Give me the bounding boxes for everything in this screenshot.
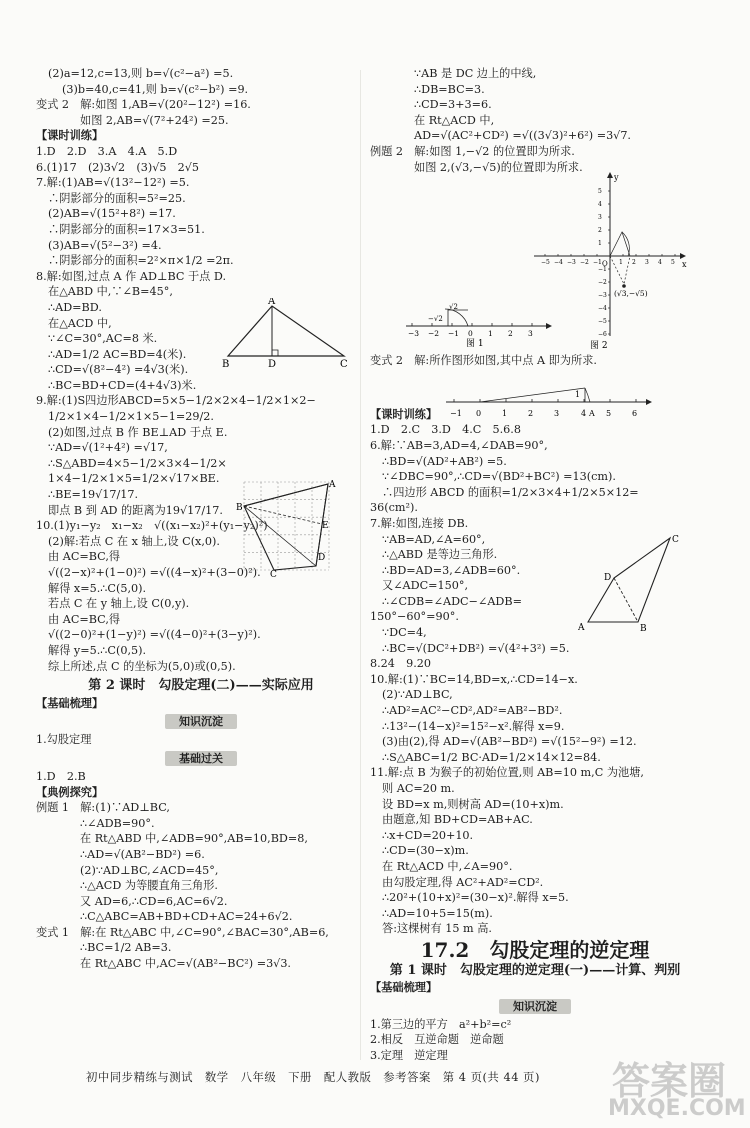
text-line: ∴AD=√(AB²−BD²) =6. — [80, 847, 205, 861]
text-line: 10.解:(1)∵BC=14,BD=x,∴CD=14−x. — [370, 672, 578, 686]
hypotenuse — [480, 388, 585, 402]
label-4: 4 — [581, 409, 587, 418]
diagonal-bd — [244, 506, 316, 566]
text-line: 若点 C 在 y 轴上,设 C(0,y). — [48, 597, 190, 611]
point-label: (√3,−√5) — [614, 289, 648, 298]
right-angle-mark — [272, 350, 278, 356]
text-line: (2)解:若点 C 在 x 轴上,设 C(x,0). — [48, 534, 220, 548]
text-line: (2)AB=√(15²+8²) =17. — [48, 207, 176, 221]
tick-label: 2 — [632, 259, 636, 266]
tick-label: 0 — [476, 409, 482, 418]
x-arrow — [680, 253, 686, 259]
text-line: 在△ACD 中, — [48, 316, 112, 330]
text-line: 1×4−1/2×1×5=1/2×√17×BE. — [48, 472, 220, 486]
text-line: ∵∠C=30°,AC=8 米. — [48, 332, 158, 346]
number-line-figure-3 — [442, 386, 654, 420]
text-line: ∴阴影部分的面积=5²=25. — [48, 191, 186, 205]
knowledge-badge: 知识沉淀 — [165, 714, 237, 729]
section-title: 17.2 勾股定理的逆定理 — [420, 937, 650, 962]
text-line: ∴S△ABC=1/2 BC·AD=1/2×14×12=84. — [382, 750, 601, 764]
section-tag: 【基础梳理】 — [370, 980, 438, 995]
text-line: 6.(1)17 (2)3√2 (3)√5 2√5 — [36, 160, 199, 174]
text-line: (2)∵AD⊥BC, — [382, 688, 453, 702]
arc — [585, 388, 590, 402]
tick-label: 1 — [598, 240, 602, 247]
label-c: C — [672, 535, 679, 545]
text-line: 变式 1 解:在 Rt△ABC 中,∠C=90°,∠BAC=30°,AB=6, — [36, 925, 329, 939]
text-line: ∴阴影部分的面积=17×3=51. — [48, 222, 205, 236]
text-line: ∵AD=√(1²+4²) =√17, — [48, 441, 168, 455]
text-line: ∴CD=√(8²−4²) =4√3(米). — [48, 363, 189, 377]
tick-label: −2 — [428, 329, 440, 338]
text-line: 6.解:∵AB=3,AD=4,∠DAB=90°, — [370, 438, 548, 452]
text-line: ∴AD=10+5=15(m). — [382, 906, 493, 920]
text-line: 11.解:点 B 为猴子的初始位置,则 AB=10 m,C 为池塘, — [370, 766, 644, 780]
text-line: 由 AC=BC,得 — [48, 550, 121, 564]
triangle-figure-8 — [222, 298, 352, 370]
text-line: 设 BD=x m,则树高 AD=(10+x)m. — [382, 797, 564, 811]
text-line: 10.(1)y₁−y₂ x₁−x₂ √((x₁−x₂)²+(y₁−y₂)²) — [36, 519, 268, 533]
figure-caption-2: 图 2 — [590, 341, 608, 350]
text-line: 1.第三边的平方 a²+b²=c² — [370, 1017, 512, 1031]
tick-label: −5 — [598, 318, 607, 325]
text-line: 3.定理 逆定理 — [370, 1048, 448, 1062]
tick-label: −5 — [541, 259, 550, 266]
text-line: 在 Rt△ACD 中,∠A=90°. — [382, 859, 513, 873]
tick-label: −3 — [567, 259, 576, 266]
text-line: (2)如图,过点 B 作 BE⊥AD 于点 E. — [48, 425, 228, 439]
label-a: A — [329, 480, 336, 490]
tick-label: −3 — [598, 292, 607, 299]
text-line: 又 AD=6,∴CD=6,AC=6√2. — [80, 894, 228, 908]
text-line: 由题意,知 BD+CD=AB+AC. — [382, 813, 533, 827]
text-line: ∵∠DBC=90°,∴CD=√(BD²+BC²) =13(cm). — [382, 470, 616, 484]
text-line: (2)a=12,c=13,则 b=√(c²−a²) =5. — [48, 67, 234, 80]
tick-label: 2 — [508, 329, 513, 338]
tick-label: 1 — [502, 409, 508, 418]
tick-group — [541, 188, 675, 338]
text-line: 又∠ADC=150°, — [382, 579, 469, 593]
text-line: 如图 2,AB=√(7²+24²) =25. — [80, 113, 229, 127]
text-line: ∵AB=AD,∠A=60°, — [382, 532, 486, 546]
text-line: ∴13²−(14−x)²=15²−x².解得 x=9. — [382, 719, 565, 733]
tick-label: −1 — [448, 329, 460, 338]
text-line: 2.相反 互逆命题 逆命题 — [370, 1033, 504, 1047]
tick-label: −3 — [408, 329, 420, 338]
text-line: 例题 2 解:如图 1,−√2 的位置即为所求. — [370, 144, 575, 158]
perpendicular-be — [244, 506, 322, 524]
tick-label: 6 — [632, 409, 638, 418]
text-line: 36(cm²). — [370, 501, 418, 515]
text-line: 在 Rt△ABC 中,AC=√(AB²−BC²) =3√3. — [80, 957, 291, 971]
text-line: 在△ABD 中,∵∠B=45°, — [48, 285, 173, 299]
triangle-abc — [228, 306, 344, 356]
text-line: ∵DC=4, — [382, 626, 427, 640]
text-line: 变式 2 解:所作图形如图,其中点 A 即为所求. — [370, 354, 597, 368]
construction-lines — [610, 232, 630, 256]
label-a: A — [578, 623, 585, 633]
text-line: (3)由(2),得 AD=√(AB²−BD²) =√(15²−9²) =12. — [382, 735, 637, 749]
label-e: E — [322, 521, 329, 531]
sqrt2-label: √2 — [449, 303, 458, 311]
label-a: A — [268, 298, 276, 307]
figure-caption-1: 图 1 — [466, 339, 484, 348]
text-line: 1.D 2.C 3.D 4.C 5.6.8 — [370, 423, 521, 437]
tick-label: 4 — [658, 259, 662, 266]
tick-label: −4 — [554, 259, 563, 266]
label-d: D — [604, 573, 612, 583]
tick-label: 3 — [598, 214, 602, 221]
text-line: √((2−x)²+(1−0)²) =√((4−x)²+(3−0)²). — [48, 566, 261, 579]
text-line: (3)AB=√(5²−3²) =4. — [48, 238, 162, 252]
knowledge-badge: 知识沉淀 — [499, 999, 571, 1014]
tick-label: 5 — [671, 259, 675, 266]
text-line: ∴CD=(30−x)m. — [382, 844, 469, 858]
text-line: 7.解:如图,连接 DB. — [370, 516, 469, 530]
tick-label: −1 — [450, 409, 462, 418]
text-line: 变式 2 解:如图 1,AB=√(20²−12²) =16. — [36, 98, 251, 112]
page-footer: 初中同步精练与测试 数学 八年级 下册 配人教版 参考答案 第 4 页(共 44 页) — [86, 1070, 540, 1084]
text-line: ∴∠ADB=90°. — [80, 816, 155, 830]
tick-group — [408, 323, 533, 338]
text-line: 综上所述,点 C 的坐标为(5,0)或(0,5). — [48, 659, 236, 673]
text-line: ∴20²+(10+x)²=(30−x)².解得 x=5. — [382, 891, 569, 905]
text-line: ∴AD=1/2 AC=BD=4(米). — [48, 347, 187, 361]
text-line: ∴四边形 ABCD 的面积=1/2×3×4+1/2×5×12= — [382, 485, 639, 499]
side-ba — [244, 484, 328, 506]
text-line: 则 AC=20 m. — [382, 782, 455, 795]
text-line: 在 Rt△ACD 中, — [414, 113, 495, 127]
point-marker — [622, 284, 626, 288]
text-line: 8.解:如图,过点 A 作 AD⊥BC 于点 D. — [36, 269, 227, 283]
text-line: 解得 x=5.∴C(5,0). — [48, 581, 147, 595]
text-line: ∴AD²=AC²−CD²,AD²=AB²−BD². — [382, 704, 563, 718]
text-line: ∴CD=3+3=6. — [414, 98, 492, 112]
section-tag: 【课时训练】 — [370, 406, 438, 421]
quadrilateral-abcd — [588, 538, 670, 622]
text-line: 由 AC=BC,得 — [48, 612, 121, 626]
text-line: ∴BE=19√17/17. — [48, 488, 139, 502]
tick-label: −1 — [598, 266, 607, 273]
neg-sqrt2-label: −√2 — [428, 315, 443, 323]
text-line: 1/2×1×4−1/2×1×5−1=29/2. — [48, 410, 214, 424]
coordinate-plane-figure-2 — [530, 172, 690, 350]
basics-badge: 基础过关 — [165, 751, 237, 766]
label-b: B — [222, 359, 230, 370]
text-line: √((2−0)²+(1−y)²) =√((4−0)²+(3−y)²). — [48, 628, 261, 642]
quadrilateral-abcd — [244, 484, 328, 570]
text-line: 1.D 2.B — [36, 769, 86, 783]
lesson-title: 第 1 课时 勾股定理的逆定理(一)——计算、判别 — [389, 962, 681, 978]
text-line: AD=√(AC²+CD²) =√((3√3)²+6²) =3√7. — [414, 129, 631, 143]
text-line: ∴△ABD 是等边三角形. — [382, 548, 498, 562]
watermark-url: MXQE.COM — [608, 1096, 746, 1121]
tick-label: 1 — [619, 259, 623, 266]
quadrilateral-figure-7 — [578, 530, 688, 634]
text-line: 例题 1 解:(1)∵AD⊥BC, — [36, 801, 170, 815]
tick-label: 0 — [468, 329, 473, 338]
arc — [445, 309, 468, 326]
tick-label: 2 — [528, 409, 534, 418]
text-line: ∵AB 是 DC 边上的中线, — [414, 67, 537, 80]
section-tag: 【典例探究】 — [36, 784, 104, 799]
text-line: (2)∵AD⊥BC,∠ACD=45°, — [80, 863, 219, 877]
text-line: 即点 B 到 AD 的距离为19√17/17. — [48, 503, 223, 517]
text-line: 8.24 9.20 — [370, 657, 432, 671]
text-line: ∴S△ABD=4×5−1/2×3×4−1/2× — [48, 456, 227, 470]
text-line: 答:这棵树有 15 m 高. — [382, 922, 492, 936]
tick-label: 2 — [598, 227, 602, 234]
origin-label: O — [602, 260, 608, 268]
tick-label: 5 — [606, 409, 612, 418]
watermark-text: 答案圈 — [612, 1059, 727, 1103]
text-line: ∴AD=BD. — [48, 300, 102, 314]
text-line: ∴BC=1/2 AB=3. — [80, 941, 172, 955]
text-line: ∴DB=BC=3. — [414, 82, 485, 96]
text-line: 1.勾股定理 — [36, 733, 92, 747]
text-line: ∴C△ABC=AB+BD+CD+AC=24+6√2. — [80, 910, 293, 924]
tick-label: 4 — [598, 201, 602, 208]
text-line: ∴BD=AD=3,∠ADB=60°. — [382, 563, 521, 577]
text-line: 1.D 2.D 3.A 4.A 5.D — [36, 144, 178, 158]
y-arrow — [607, 172, 613, 178]
text-line: ∴阴影部分的面积=2²×π×1/2 =2π. — [48, 254, 234, 268]
text-line: 150°−60°=90°. — [370, 610, 459, 624]
tick-label: −1 — [593, 259, 602, 266]
label-d: D — [268, 359, 277, 370]
section-tag: 【基础梳理】 — [36, 695, 104, 710]
y-label: y — [614, 173, 619, 182]
lesson-title: 第 2 课时 勾股定理(二)——实际应用 — [88, 678, 314, 694]
diagonal-db — [614, 578, 638, 622]
text-line: (3)b=40,c=41,则 b=√(c²−b²) =9. — [62, 82, 249, 96]
text-line: 在 Rt△ABD 中,∠ADB=90°,AB=10,BD=8, — [80, 832, 308, 846]
label-a: A — [589, 409, 595, 418]
label-1: 1 — [575, 390, 581, 399]
text-line: ∴BD=√(AD²+AB²) =5. — [382, 454, 507, 468]
tick-label: −2 — [580, 259, 589, 266]
arrow-right — [646, 399, 652, 405]
watermark-logo — [602, 1050, 746, 1122]
text-line: 如图 2,(√3,−√5)的位置即为所求. — [414, 160, 583, 174]
text-line: ∴BC=√(DC²+DB²) =√(4²+3²) =5. — [382, 641, 570, 655]
tick-label: −6 — [598, 331, 607, 338]
tick-label: 3 — [645, 259, 649, 266]
label-c: C — [340, 359, 348, 370]
text-line: ∴∠CDB=∠ADC−∠ADB= — [382, 594, 522, 608]
tick-label: −2 — [598, 279, 607, 286]
tick-label: 3 — [528, 329, 533, 338]
tick-label: 3 — [554, 409, 560, 418]
text-line: 7.解:(1)AB=√(13²−12²) =5. — [36, 176, 190, 190]
label-b: B — [640, 624, 647, 634]
text-line: 9.解:(1)S四边形ABCD=5×5−1/2×2×4−1/2×1×2− — [36, 394, 316, 408]
label-c: C — [270, 570, 277, 578]
label-d: D — [318, 553, 326, 563]
x-label: x — [682, 260, 687, 269]
section-tag: 【课时训练】 — [36, 128, 104, 143]
text-line: ∴△ACD 为等腰直角三角形. — [80, 879, 218, 893]
text-line: ∴x+CD=20+10. — [382, 828, 474, 842]
text-line: 解得 y=5.∴C(0,5). — [48, 643, 147, 657]
tick-label: 1 — [488, 329, 493, 338]
text-line: 由勾股定理,得 AC²+AD²=CD². — [382, 875, 544, 889]
text-line: ∴BC=BD+CD=(4+4√3)米. — [48, 378, 197, 392]
tick-label: −4 — [598, 305, 607, 312]
label-b: B — [236, 503, 243, 513]
grid-figure-9 — [236, 478, 348, 578]
tick-label: 5 — [598, 188, 602, 195]
